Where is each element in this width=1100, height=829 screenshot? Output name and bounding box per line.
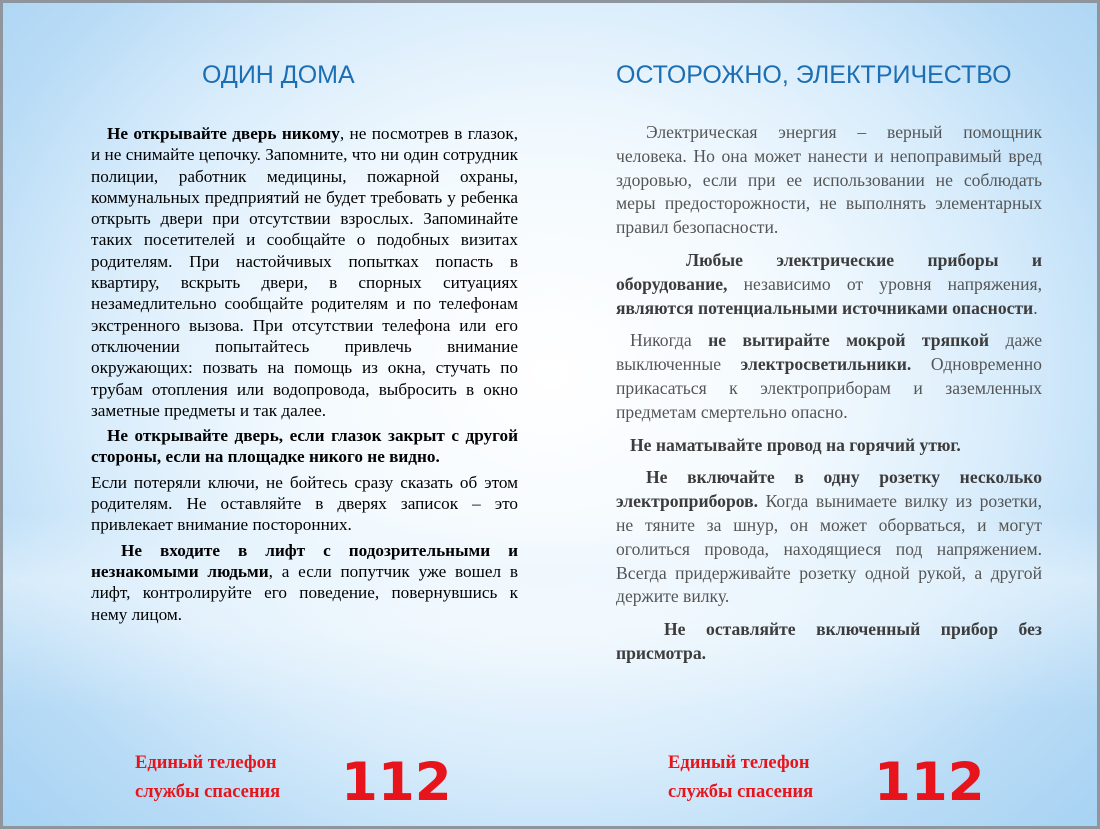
right-footer-line-2: службы спасения bbox=[668, 782, 814, 802]
right-p2-bold-1: Любые электрические приборы и оборудование, bbox=[616, 249, 1042, 294]
left-p2-bold: Не открывайте дверь, если глазок закрыт с другой стороны, если на площадке никого не видно. bbox=[91, 426, 518, 467]
right-p2-text: независимо от уровня напряжения, bbox=[727, 273, 1042, 294]
right-paragraph-4 bbox=[616, 434, 1042, 458]
left-p4-bold: Не входите в лифт с подозрительными и незнакомыми людьми bbox=[91, 540, 518, 581]
right-p3-bold-1: не вытирайте мокрой тряпкой bbox=[708, 330, 990, 351]
right-p6-bold: Не оставляйте включенный прибор без присмотра. bbox=[616, 619, 1042, 663]
left-paragraph-1 bbox=[91, 123, 518, 421]
right-paragraph-2 bbox=[616, 249, 1042, 320]
right-body bbox=[616, 121, 1042, 675]
right-p5-bold: Не включайте в одну розетку несколько электроприборов. bbox=[616, 467, 1042, 512]
left-paragraph-2 bbox=[91, 425, 518, 468]
right-paragraph-3 bbox=[616, 329, 1042, 424]
left-emergency-number: 112 bbox=[341, 752, 452, 813]
right-p4-bold: Не наматывайте провод на горячий утюг. bbox=[630, 434, 961, 455]
right-p2-bold-2: являются потенциальными источниками опасности bbox=[616, 297, 1034, 318]
right-p5-text: Когда вынимаете вилку из розетки, не тяните за шнур, он может оборваться, и могут оголиться провода, находящиеся под напряжением. Всегда придерживайте розетку одной рукой, а другой держите вилку. bbox=[616, 491, 1042, 607]
left-p1-text: , не посмотрев в глазок, и не снимайте цепочку. Запомните, что ни один сотрудник полиции, работник медицины, пожарной охраны, коммунальных предприятий не будет требовать у ребенка открыть двери при отсутствии взрослых. Запоминайте таких посетителей и сообщайте о подобных визитах родителям. При настойчивых попытках попасть в квартиру, вскрыть двери, в спорных ситуациях незамедлительно сообщайте родителям и по телефонам экстренного вызова. При отсутствии телефона или его отключении попытайтесь привлечь внимание окружающих: позвать на помощь из окна, стучать по трубам отопления или водопровода, выбросить в окно заметные предметы и так далее. bbox=[91, 124, 519, 420]
right-title: ОСТОРОЖНО, ЭЛЕКТРИЧЕСТВО bbox=[616, 61, 1012, 89]
right-p3-start: Никогда bbox=[630, 330, 709, 351]
right-p3-mid: даже выключенные bbox=[616, 330, 1042, 375]
right-paragraph-1: Электрическая энергия – верный помощник человека. Но она может нанести и непоправимый вред здоровью, если при ее использовании не соблюдать меры предосторожности, не выполнять элементарных правил безопасности. bbox=[616, 122, 1042, 238]
left-p1-bold: Не открывайте дверь никому bbox=[107, 124, 340, 143]
right-footer-line-1: Единый телефон bbox=[668, 753, 810, 773]
right-paragraph-6 bbox=[616, 618, 1042, 666]
left-title: ОДИН ДОМА bbox=[202, 61, 355, 89]
right-p3-bold-2: электросветильники. bbox=[740, 354, 912, 375]
left-body bbox=[91, 123, 518, 629]
right-p2-end: . bbox=[1033, 297, 1038, 318]
left-paragraph-4 bbox=[91, 540, 518, 625]
left-p4-text: , а если попутчик уже вошел в лифт, контролируйте его поведение, повернувшись к нему лицом. bbox=[91, 561, 518, 624]
left-footer-label bbox=[135, 749, 280, 807]
right-paragraph-5 bbox=[616, 466, 1042, 609]
left-paragraph-3: Если потеряли ключи, не бойтесь сразу сказать об этом родителям. Не оставляйте в дверях записок – это привлекает внимание посторонних. bbox=[91, 472, 518, 535]
right-emergency-number: 112 bbox=[874, 752, 985, 813]
left-footer-line-1: Единый телефон bbox=[135, 753, 277, 773]
right-footer-label bbox=[668, 749, 813, 807]
left-footer-line-2: службы спасения bbox=[135, 782, 281, 802]
right-p3-text: Одновременно прикасаться к электроприборам и заземленных предметам смертельно опасно. bbox=[616, 354, 1042, 422]
